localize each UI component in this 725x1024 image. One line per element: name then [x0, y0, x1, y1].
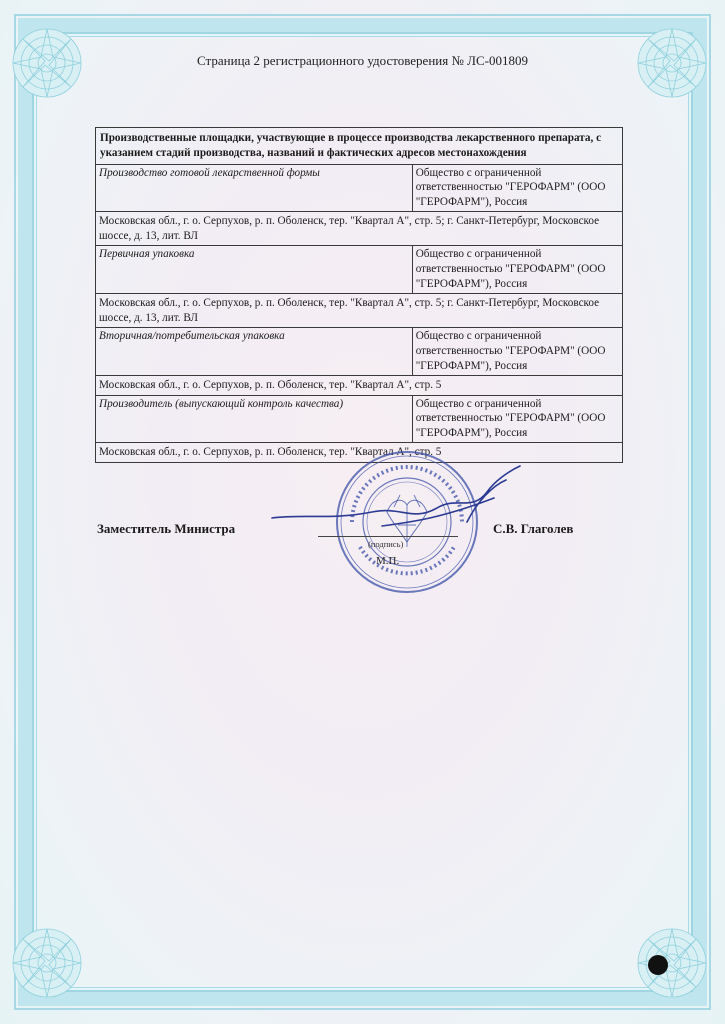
signatory-name: С.В. Глаголев — [493, 521, 574, 536]
handwritten-signature-icon — [262, 462, 532, 542]
signatory-title: Заместитель Министра — [97, 521, 236, 536]
table-row — [96, 328, 623, 375]
stage-name: Вторичная/потребительская упаковка — [96, 328, 413, 375]
table-heading-row — [96, 128, 623, 165]
corner-rosette-icon — [631, 922, 713, 1004]
stage-address: Московская обл., г. о. Серпухов, р. п. Оболенск, тер. "Квартал А", стр. 5; г. Санкт-Петербург, Московское шоссе, д. 13, лит. ВЛ — [96, 293, 623, 328]
stage-address: Московская обл., г. о. Серпухов, р. п. Оболенск, тер. "Квартал А", стр. 5; г. Санкт-Петербург, Московское шоссе, д. 13, лит. ВЛ — [96, 211, 623, 246]
seal-place-label: М.П. — [376, 555, 400, 567]
signature-line — [318, 536, 458, 537]
stage-organization: Общество с ограниченной ответственностью "ГЕРОФАРМ" (ООО "ГЕРОФАРМ"), Россия — [412, 164, 622, 211]
production-sites-table — [95, 127, 623, 463]
stage-name: Первичная упаковка — [96, 246, 413, 293]
stage-name: Производитель (выпускающий контроль качества) — [96, 395, 413, 442]
table-row — [96, 164, 623, 211]
stage-organization: Общество с ограниченной ответственностью "ГЕРОФАРМ" (ООО "ГЕРОФАРМ"), Россия — [412, 328, 622, 375]
signature-caption: (подпись) — [368, 539, 404, 549]
table-row — [96, 246, 623, 293]
stage-organization: Общество с ограниченной ответственностью "ГЕРОФАРМ" (ООО "ГЕРОФАРМ"), Россия — [412, 395, 622, 442]
stage-name: Производство готовой лекарственной формы — [96, 164, 413, 211]
page-title: Страница 2 регистрационного удостоверения № ЛС-001809 — [197, 53, 528, 68]
table-row — [96, 293, 623, 328]
corner-rosette-icon — [6, 922, 88, 1004]
stage-organization: Общество с ограниченной ответственностью "ГЕРОФАРМ" (ООО "ГЕРОФАРМ"), Россия — [412, 246, 622, 293]
punch-hole — [648, 955, 668, 975]
table-row — [96, 375, 623, 395]
table-row — [96, 395, 623, 442]
stage-address: Московская обл., г. о. Серпухов, р. п. Оболенск, тер. "Квартал А", стр. 5 — [96, 442, 623, 462]
table-row — [96, 211, 623, 246]
stage-address: Московская обл., г. о. Серпухов, р. п. Оболенск, тер. "Квартал А", стр. 5 — [96, 375, 623, 395]
table-heading: Производственные площадки, участвующие в процессе производства лекарственного препарата, с указанием стадий производства, названий и фактических адресов местонахождения — [96, 128, 623, 165]
